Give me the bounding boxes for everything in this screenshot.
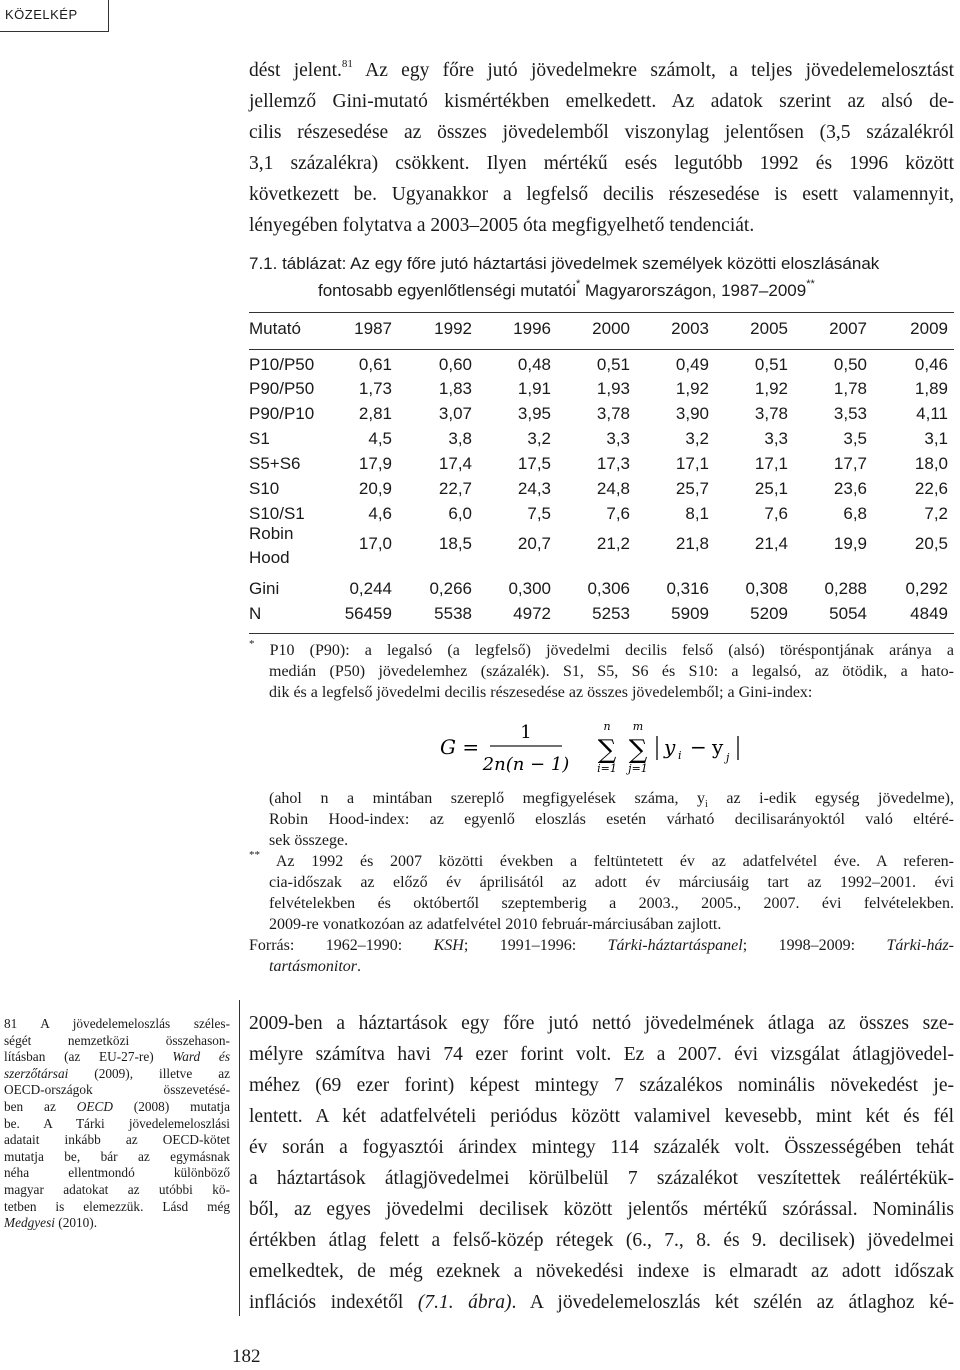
table-header-rule bbox=[249, 349, 954, 350]
text-line: mélyre számítva havi 74 ezer forint volt. Ez a 2007. évi vizsgálat átlagjövedel- bbox=[249, 1044, 954, 1065]
formula-minus: − bbox=[690, 735, 707, 759]
table-cell: 0,266 bbox=[429, 579, 472, 598]
table-cell: 56459 bbox=[344, 604, 392, 623]
note2-line: 2009-re vonatkozóan az adatfelvétel 2010 február-márciusában zajlott. bbox=[269, 916, 722, 933]
column-header-year: 2000 bbox=[592, 319, 630, 338]
row-label: P90/P50 bbox=[249, 379, 315, 398]
table-cell: 1,91 bbox=[517, 379, 551, 398]
table-cell: 17,5 bbox=[517, 454, 551, 473]
table-cell: 1,93 bbox=[596, 379, 630, 398]
text-line: lényegében folytatva a 2003–2005 óta megfigyelhető tendenciát. bbox=[249, 215, 755, 236]
table-cell: 0,316 bbox=[666, 579, 709, 598]
note2-line: ** Az 1992 és 2007 közötti években a feltüntetett év az adatfelvétel éve. A referen- bbox=[249, 848, 954, 870]
table-cell: 21,2 bbox=[596, 534, 630, 553]
row-label: P90/P10 bbox=[249, 404, 315, 423]
note1-line: medián (P50) jövedelemhez (százalék). S1, S5, S6 és S10: a legalsó, az ötödik, a hato- bbox=[269, 663, 954, 680]
formula-yj: y bbox=[712, 735, 724, 759]
row-label: S5+S6 bbox=[249, 454, 301, 473]
sum2-sigma: ∑ bbox=[628, 735, 648, 765]
table-row bbox=[249, 404, 954, 429]
footnote-line: 81 A jövedelemeloszlás széles- bbox=[4, 1016, 230, 1031]
text-line: cilis részesedése az összes jövedelemből viszonylag jelentősen (3,5 százalékról bbox=[249, 122, 954, 143]
formula-numerator: 1 bbox=[520, 722, 532, 743]
table-cell: 17,9 bbox=[358, 454, 392, 473]
table-notes-continued bbox=[249, 788, 954, 977]
table-title-line1: 7.1. táblázat: Az egy főre jutó háztartási jövedelmek személyek közötti eloszlásának bbox=[249, 254, 880, 273]
table-cell: 0,46 bbox=[914, 355, 948, 374]
text-line: emelkedtek, de még ezeknek a növekedési indexe is elmaradt az adott időszak bbox=[249, 1261, 954, 1282]
column-header-year: 2005 bbox=[750, 319, 788, 338]
table-cell: 0,51 bbox=[596, 355, 630, 374]
table-cell: 17,0 bbox=[358, 534, 392, 553]
table-cell: 0,288 bbox=[824, 579, 867, 598]
text-line: 3,1 százalékra) csökkent. Ilyen mértékű esés legutóbb 1992 és 1996 között bbox=[249, 153, 954, 174]
note1-after-line: sek összege. bbox=[269, 832, 349, 849]
table-row bbox=[249, 579, 954, 604]
footnote-line: néha ellentmondó különböző bbox=[4, 1165, 230, 1181]
table-cell: 20,7 bbox=[517, 534, 551, 553]
table-cell: 21,4 bbox=[754, 534, 788, 553]
text-line: jellemző Gini-mutató kismértékben emelkedett. Az adatok szerint az alsó de- bbox=[249, 91, 954, 112]
table-cell: 4,5 bbox=[368, 429, 392, 448]
footnote-line: OECD-országok összevetésé- bbox=[4, 1082, 230, 1098]
table-row bbox=[249, 524, 954, 567]
table-row bbox=[249, 355, 954, 380]
row-label: S1 bbox=[249, 429, 270, 448]
table-title-line2: fontosabb egyenlőtlenségi mutatói* Magyarországon, 1987–2009** bbox=[318, 278, 815, 300]
table-cell: 4,11 bbox=[916, 404, 948, 423]
gini-formula-svg bbox=[440, 718, 760, 778]
sum2-lower: j=1 bbox=[628, 762, 648, 775]
source-line: tartásmonitor. bbox=[269, 958, 362, 975]
table-cell: 3,78 bbox=[754, 404, 788, 423]
table-cell: 20,5 bbox=[914, 534, 948, 553]
note1-line: * P10 (P90): a legalsó (a legfelső) jövedelmi decilis felső (alsó) töréspontjának aránya a bbox=[249, 637, 955, 659]
note2-line: felvételekben és októbertől szeptemberig a 2003., 2005., 2007. évi felvételekben. bbox=[269, 895, 954, 912]
table-cell: 3,53 bbox=[833, 404, 867, 423]
sum2-upper: m bbox=[632, 720, 644, 733]
body-paragraph-2 bbox=[249, 1008, 954, 1318]
table-cell: 18,5 bbox=[438, 534, 472, 553]
page-number: 182 bbox=[232, 1346, 261, 1367]
text-line: dést jelent.$^{81}$ Az egy főre jutó jövedelmekre számolt, a teljes jövedelemelosztást bbox=[249, 57, 954, 81]
table-cell: 17,1 bbox=[754, 454, 788, 473]
table-cell: 4849 bbox=[910, 604, 948, 623]
table-cell: 3,5 bbox=[843, 429, 867, 448]
column-header-year: 2009 bbox=[910, 319, 948, 338]
footnote-line: lításban (az EU-27-re) Ward és bbox=[4, 1049, 230, 1065]
text-line: ből, az egyes jövedelmi decilisek között jelentős mértékű szórással. Nominális bbox=[249, 1199, 954, 1220]
table-cell: 17,3 bbox=[596, 454, 630, 473]
table-cell: 7,6 bbox=[606, 504, 630, 523]
column-header-year: 2003 bbox=[671, 319, 709, 338]
table-cell: 5253 bbox=[592, 604, 630, 623]
table-cell: 0,244 bbox=[349, 579, 392, 598]
footnote-line: be. A Tárki jövedelemeloszlási bbox=[4, 1115, 230, 1131]
table-cell: 1,78 bbox=[833, 379, 867, 398]
text-line: a háztartások átlagjövedelmei körülbelül 7 százalékot veszítettek reálértékük- bbox=[249, 1168, 954, 1189]
footnote-line: tetben is elemezzük. Lásd még bbox=[4, 1198, 230, 1214]
table-cell: 3,2 bbox=[685, 429, 709, 448]
table-cell: 5538 bbox=[434, 604, 472, 623]
table-cell: 1,83 bbox=[438, 379, 472, 398]
table-cell: 21,8 bbox=[675, 534, 709, 553]
note1-line: dik és a legfelső jövedelmi decilis részesedése az összes jövedelemből; a Gini-index: bbox=[269, 684, 813, 701]
table-cell: 0,306 bbox=[587, 579, 630, 598]
table-cell: 19,9 bbox=[833, 534, 867, 553]
table-cell: 0,60 bbox=[438, 355, 472, 374]
row-label: P10/P50 bbox=[249, 355, 315, 374]
table-cell: 7,2 bbox=[924, 504, 948, 523]
footnote-line: ben az OECD (2008) mutatja bbox=[4, 1098, 230, 1114]
footnote-line: ségét nemzetközi összehason- bbox=[4, 1032, 230, 1048]
text-line: inflációs indexétől (7.1. ábra). A jövedelemeloszlás két szélén az átlaghoz ké- bbox=[249, 1292, 954, 1313]
row-label: Robin Hood bbox=[249, 524, 294, 567]
table-cell: 2,81 bbox=[358, 404, 392, 423]
table-row bbox=[249, 604, 954, 629]
formula-yi: y bbox=[664, 735, 676, 759]
table-cell: 3,3 bbox=[764, 429, 788, 448]
table-notes bbox=[249, 637, 955, 703]
table-cell: 7,6 bbox=[764, 504, 788, 523]
table-cell: 20,9 bbox=[358, 479, 392, 498]
table-cell: 0,48 bbox=[517, 355, 551, 374]
footnote-divider bbox=[239, 1000, 240, 1316]
table-row bbox=[249, 454, 954, 479]
intro-paragraph bbox=[249, 55, 954, 241]
table-cell: 1,73 bbox=[358, 379, 392, 398]
section-tab: KÖZELKÉP bbox=[0, 0, 109, 32]
table-cell: 3,2 bbox=[527, 429, 551, 448]
gini-formula bbox=[440, 718, 760, 778]
table-cell: 0,49 bbox=[675, 355, 709, 374]
row-label: Gini bbox=[249, 579, 280, 598]
table-cell: 25,1 bbox=[754, 479, 788, 498]
note1-after-line: (ahol n a mintában szereplő megfigyelések száma, $y_i$ az i-edik egység jövedelme), bbox=[269, 790, 955, 811]
footnote-line: magyar adatokat az utóbbi kö- bbox=[4, 1181, 230, 1197]
text-line: lentett. A két adatfelvételi periódus között valamivel kevesebb, mint két és fél bbox=[249, 1106, 954, 1127]
table-cell: 22,6 bbox=[914, 479, 948, 498]
footnote-line: Medgyesi (2010). bbox=[4, 1215, 98, 1231]
figure-reference[interactable]: (7.1. ábra) bbox=[417, 1292, 512, 1313]
text-line: méhez (69 ezer forint) képest mintegy 7 százalékos nominális növekedést je- bbox=[249, 1075, 954, 1096]
text-line: értékben átlag felett a felső-közép rétegek (6., 7., 8. és 9. decilisek) jövedelmei bbox=[249, 1230, 954, 1251]
note1-after-line: Robin Hood-index: az egyenlő eloszlás esetén várható decilisarányoktól való eltéré- bbox=[269, 811, 954, 828]
table-cell: 4972 bbox=[513, 604, 551, 623]
table-cell: 18,0 bbox=[914, 454, 948, 473]
table-cell: 5909 bbox=[671, 604, 709, 623]
sum1-sigma: ∑ bbox=[597, 735, 617, 765]
table-cell: 6,0 bbox=[448, 504, 472, 523]
table-cell: 0,51 bbox=[754, 355, 788, 374]
table-cell: 3,95 bbox=[517, 404, 551, 423]
footnote-line: mutatja be, bár az egymásnak bbox=[4, 1148, 230, 1164]
table-cell: 0,61 bbox=[358, 355, 392, 374]
table-cell: 0,50 bbox=[833, 355, 867, 374]
row-label: S10 bbox=[249, 479, 280, 498]
table-cell: 3,3 bbox=[606, 429, 630, 448]
column-header-year: 1992 bbox=[434, 319, 472, 338]
footnote-line: adatait inkább az OECD-kötet bbox=[4, 1132, 230, 1148]
table-cell: 1,92 bbox=[675, 379, 709, 398]
table-cell: 0,292 bbox=[905, 579, 948, 598]
table-cell: 0,308 bbox=[745, 579, 788, 598]
row-label: S10/S1 bbox=[249, 504, 305, 523]
source-line: Forrás: 1962–1990: KSH; 1991–1996: Tárki-háztartáspanel; 1998–2009: Tárki-ház- bbox=[249, 937, 955, 954]
table-cell: 24,8 bbox=[596, 479, 630, 498]
footnote-line: szerzőtársai (2009), illetve az bbox=[4, 1065, 230, 1081]
column-header-year: 2007 bbox=[829, 319, 867, 338]
note2-line: cia-időszak az előző év áprilisától az adott év márciusáig tart az 1992–2001. évi bbox=[269, 874, 954, 891]
text-line: következett be. Ugyanakkor a legfelső decilis részesedése is esett valamennyit, bbox=[249, 184, 954, 205]
column-header-mutato: Mutató bbox=[249, 319, 301, 338]
sum1-upper: n bbox=[603, 720, 611, 733]
table-cell: 23,6 bbox=[833, 479, 867, 498]
table-header-row bbox=[249, 319, 954, 344]
table-cell: 17,1 bbox=[675, 454, 709, 473]
table-bottom-rule bbox=[249, 633, 954, 634]
formula-sub-i: i bbox=[678, 749, 682, 762]
table-top-rule bbox=[249, 312, 954, 313]
formula-denominator: 2n(n − 1) bbox=[482, 754, 570, 775]
table-row bbox=[249, 379, 954, 404]
column-header-year: 1996 bbox=[513, 319, 551, 338]
table-cell: 0,300 bbox=[508, 579, 551, 598]
table-cell: 3,78 bbox=[596, 404, 630, 423]
table-cell: 8,1 bbox=[685, 504, 709, 523]
row-label: N bbox=[249, 604, 262, 623]
table-title bbox=[249, 250, 954, 304]
table-row bbox=[249, 479, 954, 504]
footnote-ref[interactable]: 81 bbox=[341, 57, 353, 70]
table-cell: 1,92 bbox=[754, 379, 788, 398]
formula-sub-j: j bbox=[726, 751, 730, 764]
column-header-year: 1987 bbox=[354, 319, 392, 338]
table-cell: 5054 bbox=[829, 604, 867, 623]
margin-footnote-81 bbox=[4, 1016, 230, 1232]
table-cell: 1,89 bbox=[914, 379, 948, 398]
table-cell: 4,6 bbox=[368, 504, 392, 523]
table-cell: 6,8 bbox=[843, 504, 867, 523]
text-line: év során a fogyasztói árindex mintegy 114 százalék volt. Összességében tehát bbox=[249, 1137, 954, 1158]
table-cell: 3,1 bbox=[924, 429, 948, 448]
table-cell: 3,8 bbox=[448, 429, 472, 448]
table-cell: 17,7 bbox=[833, 454, 867, 473]
table-cell: 7,5 bbox=[527, 504, 551, 523]
sum1-lower: i=1 bbox=[597, 762, 617, 775]
table-row bbox=[249, 429, 954, 454]
table-cell: 22,7 bbox=[438, 479, 472, 498]
table-cell: 25,7 bbox=[675, 479, 709, 498]
table-cell: 17,4 bbox=[438, 454, 472, 473]
text-line: 2009-ben a háztartások egy főre jutó nettó jövedelmének átlaga az összes sze- bbox=[249, 1013, 954, 1034]
formula-lhs: G = bbox=[440, 735, 480, 759]
table-cell: 24,3 bbox=[517, 479, 551, 498]
table-cell: 5209 bbox=[750, 604, 788, 623]
table-row bbox=[249, 504, 954, 529]
table-cell: 3,90 bbox=[675, 404, 709, 423]
table-cell: 3,07 bbox=[438, 404, 472, 423]
